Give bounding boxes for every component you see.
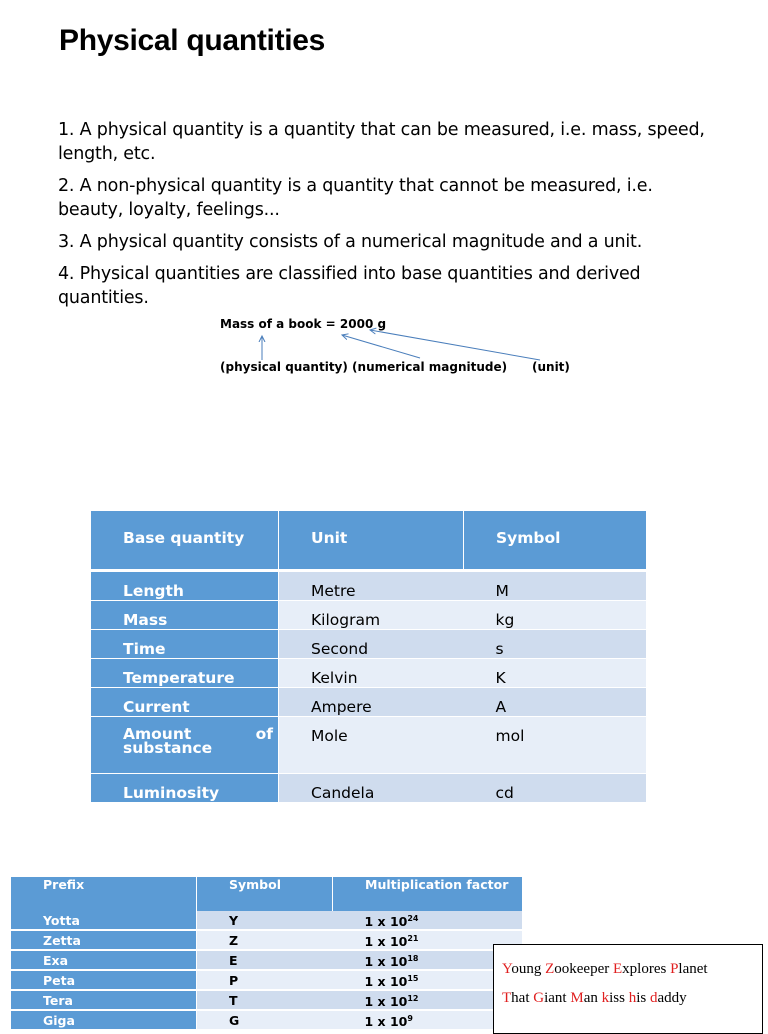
- table-row: [91, 659, 646, 688]
- prefix-cell: Exa: [11, 950, 197, 970]
- diagram-labels: (physical quantity) (numerical magnitude): [220, 360, 508, 374]
- prefix-cell: Peta: [11, 970, 197, 990]
- factor-cell: 1 x $10^9$: [333, 1010, 523, 1030]
- header-symbol: Symbol: [464, 511, 647, 569]
- table-row: [91, 572, 646, 601]
- quantity-cell: Length: [91, 572, 279, 601]
- mnemonic-box: [493, 944, 763, 1034]
- mnemonic-line-2: That Giant Man kiss his daddy: [502, 990, 687, 1006]
- symbol-cell: E: [197, 950, 333, 970]
- base-table-header: [91, 511, 646, 569]
- factor-cell: 1 x $10^{15}$: [333, 970, 523, 990]
- header-symbol: Symbol: [197, 877, 333, 911]
- symbol-cell: cd: [464, 774, 647, 803]
- point-1: 1. A physical quantity is a quantity that can be measured, i.e. mass, speed, length, etc.: [58, 120, 705, 164]
- page-title: Physical quantities: [59, 24, 326, 57]
- unit-cell: Second: [279, 630, 464, 659]
- unit-cell: Ampere: [279, 688, 464, 717]
- symbol-cell: T: [197, 990, 333, 1010]
- quantity-word-substance: substance: [123, 739, 213, 757]
- symbol-cell: P: [197, 970, 333, 990]
- prefix-table-header: [11, 877, 522, 911]
- header-prefix: Prefix: [11, 877, 197, 911]
- prefix-table: [11, 877, 522, 1031]
- prefix-cell: Zetta: [11, 930, 197, 950]
- symbol-cell: K: [464, 659, 647, 688]
- table-row: [11, 911, 522, 930]
- header-multiplication-factor: Multiplication factor: [333, 877, 523, 911]
- symbol-cell: M: [464, 572, 647, 601]
- diagram-arrows: [0, 0, 768, 400]
- prefix-cell: Tera: [11, 990, 197, 1010]
- mnemonic-line-1: Young Zookeeper Explores Planet: [502, 961, 708, 977]
- unit-cell: Mole: [279, 717, 464, 774]
- header-base-quantity: Base quantity: [91, 511, 279, 569]
- base-quantity-table: [91, 511, 646, 803]
- table-row: [11, 930, 522, 950]
- diagram-example: Mass of a book = 2000 g: [220, 317, 387, 331]
- symbol-cell: G: [197, 1010, 333, 1030]
- symbol-cell: kg: [464, 601, 647, 630]
- factor-cell: 1 x $10^{18}$: [333, 950, 523, 970]
- symbol-cell: A: [464, 688, 647, 717]
- header-unit: Unit: [279, 511, 464, 569]
- quantity-cell: Luminosity: [91, 774, 279, 803]
- arrow-to-unit: [370, 330, 540, 360]
- table-row: [91, 601, 646, 630]
- quantity-word-of: of: [255, 725, 273, 743]
- symbol-cell: mol: [464, 717, 647, 774]
- factor-cell: 1 x $10^{21}$: [333, 930, 523, 950]
- table-row: [91, 688, 646, 717]
- symbol-cell: Z: [197, 930, 333, 950]
- quantity-word-amount: Amount: [123, 725, 192, 743]
- unit-cell: Candela: [279, 774, 464, 803]
- point-3: 3. A physical quantity consists of a numerical magnitude and a unit.: [58, 232, 643, 252]
- quantity-cell: Mass: [91, 601, 279, 630]
- table-row: [11, 970, 522, 990]
- table-row: [91, 717, 646, 774]
- quantity-cell: Current: [91, 688, 279, 717]
- quantity-cell: Time: [91, 630, 279, 659]
- unit-cell: Kelvin: [279, 659, 464, 688]
- diagram-unit-label: (unit): [532, 360, 570, 374]
- factor-cell: 1 x $10^{24}$: [333, 911, 523, 930]
- table-row: [11, 950, 522, 970]
- table-row: [91, 774, 646, 803]
- unit-cell: Kilogram: [279, 601, 464, 630]
- table-row: [11, 990, 522, 1010]
- symbol-cell: Y: [197, 911, 333, 930]
- quantity-cell: [91, 717, 279, 774]
- unit-cell: Metre: [279, 572, 464, 601]
- prefix-cell: Yotta: [11, 911, 197, 930]
- arrow-to-magnitude: [342, 335, 420, 358]
- quantity-cell: Temperature: [91, 659, 279, 688]
- prefix-cell: Giga: [11, 1010, 197, 1030]
- point-4: 4. Physical quantities are classified into base quantities and derived quantities.: [58, 264, 641, 308]
- table-row: [91, 630, 646, 659]
- factor-cell: 1 x $10^{12}$: [333, 990, 523, 1010]
- symbol-cell: s: [464, 630, 647, 659]
- table-row: [11, 1010, 522, 1030]
- point-2: 2. A non-physical quantity is a quantity that cannot be measured, i.e. beauty, loyalty, feelings...: [58, 176, 653, 220]
- quantity-diagram: [0, 0, 768, 400]
